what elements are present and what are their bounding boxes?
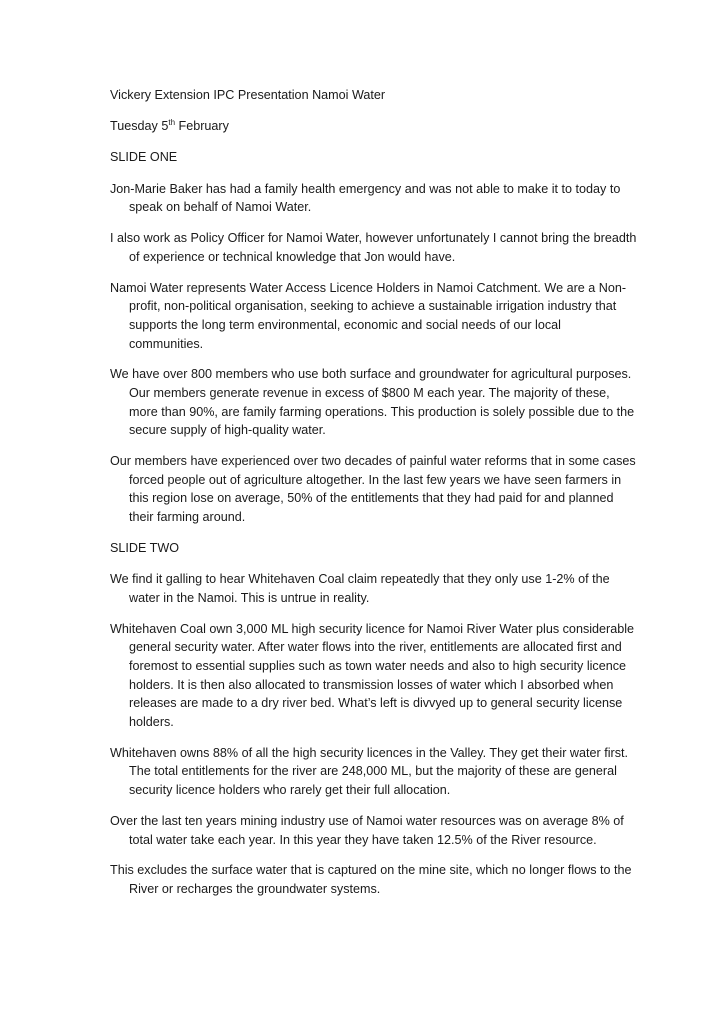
- paragraph-whitehaven-claim: We find it galling to hear Whitehaven Coal claim repeatedly that they only use 1-2% of the water in the Namoi. This is untrue in reality.: [110, 572, 610, 605]
- slide-two-heading: SLIDE TWO: [110, 541, 180, 556]
- paragraph-water-reforms: Our members have experienced over two decades of painful water reforms that in some cases forced people out of agriculture altogether. In the last few years we have seen farmers in this region lose on average, 50% of the entitlements that they had paid for and planned their farming around.: [110, 454, 636, 525]
- document-body: [110, 86, 638, 911]
- paragraph-members: We have over 800 members who use both surface and groundwater for agricultural purposes. Our members generate revenue in excess of $800 M each year. The majority of these, more than 90%, are family farming operations. This production is solely possible due to the secure supply of high-quality water.: [110, 367, 635, 438]
- paragraph-apology: Jon-Marie Baker has had a family health emergency and was not able to make it to today to speak on behalf of Namoi Water.: [110, 181, 621, 215]
- document-date: [110, 117, 638, 136]
- paragraph-mining-use: Over the last ten years mining industry use of Namoi water resources was on average 8% of total water take each year. In this year they have taken 12.5% of the River resource.: [110, 813, 624, 847]
- paragraph-policy-officer: I also work as Policy Officer for Namoi Water, however unfortunately I cannot bring the breadth of experience or technical knowledge that Jon would have.: [110, 231, 637, 264]
- paragraph-surface-water: This excludes the surface water that is captured on the mine site, which no longer flows to the River or recharges the groundwater systems.: [110, 863, 632, 897]
- slide-one-heading: SLIDE ONE: [110, 150, 178, 165]
- document-title: Vickery Extension IPC Presentation Namoi Water: [110, 88, 386, 102]
- paragraph-high-security-licence: Whitehaven Coal own 3,000 ML high security licence for Namoi River Water plus considerable general security water. After water flows into the river, entitlements are allocated first and foremost to essential supplies such as town water needs and also to high security licence holders. It is then also allocated to transmission losses of water which I absorbed when releases are made to a dry river bed. What’s left is divvyed up to general security license holders.: [110, 621, 635, 729]
- paragraph-namoi-water-role: Namoi Water represents Water Access Licence Holders in Namoi Catchment. We are a Non-profit, non-political organisation, seeking to achieve a sustainable irrigation industry that supports the long term environmental, economic and social needs of our local communities.: [110, 280, 627, 351]
- date-month: February: [175, 119, 229, 134]
- paragraph-valley-ownership: Whitehaven owns 88% of all the high security licences in the Valley. They get their water first. The total entitlements for the river are 248,000 ML, but the majority of these are general security licence holders who rarely get their full allocation.: [110, 745, 628, 797]
- date-ordinal-suffix: th: [168, 118, 176, 127]
- date-day: Tuesday 5: [110, 119, 169, 134]
